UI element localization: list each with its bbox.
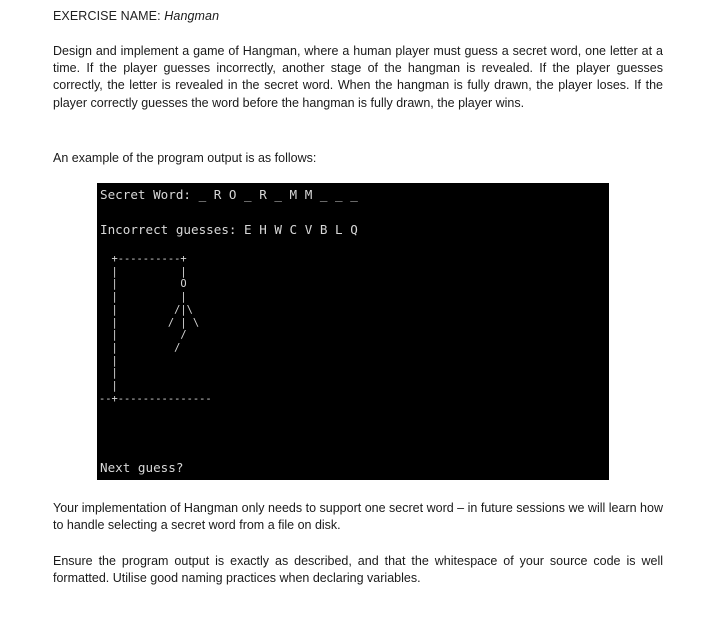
hangman-drawing: +----------+ | | | O | | | /|\ | / | \ | / | / | | | --+--------------- bbox=[99, 253, 212, 405]
next-guess-prompt: Next guess? bbox=[100, 460, 184, 475]
formatting-note: Ensure the program output is exactly as described, and that the whitespace of your source code is well formatted. Utilise good naming practices when declaring variables. bbox=[53, 554, 663, 586]
secret-word-line: Secret Word: _ R O _ R _ M M _ _ _ bbox=[100, 187, 358, 202]
example-intro: An example of the program output is as follows: bbox=[53, 151, 317, 165]
single-word-note: Your implementation of Hangman only needs to support one secret word – in future sessions we will learn how to handle selecting a secret word from a file on disk. bbox=[53, 501, 663, 533]
exercise-heading bbox=[53, 9, 219, 23]
exercise-label: EXERCISE NAME: bbox=[53, 9, 161, 23]
incorrect-guesses-line: Incorrect guesses: E H W C V B L Q bbox=[100, 222, 358, 237]
exercise-name: Hangman bbox=[164, 9, 220, 23]
intro-paragraph: Design and implement a game of Hangman, where a human player must guess a secret word, one letter at a time. If the player guesses incorrectly, another stage of the hangman is revealed. If the player guesses correctly, the letter is revealed in the secret word. When the hangman is fully drawn, the player loses. If the player correctly guesses the word before the hangman is fully drawn, the player wins. bbox=[53, 44, 663, 110]
console-output bbox=[97, 183, 609, 480]
